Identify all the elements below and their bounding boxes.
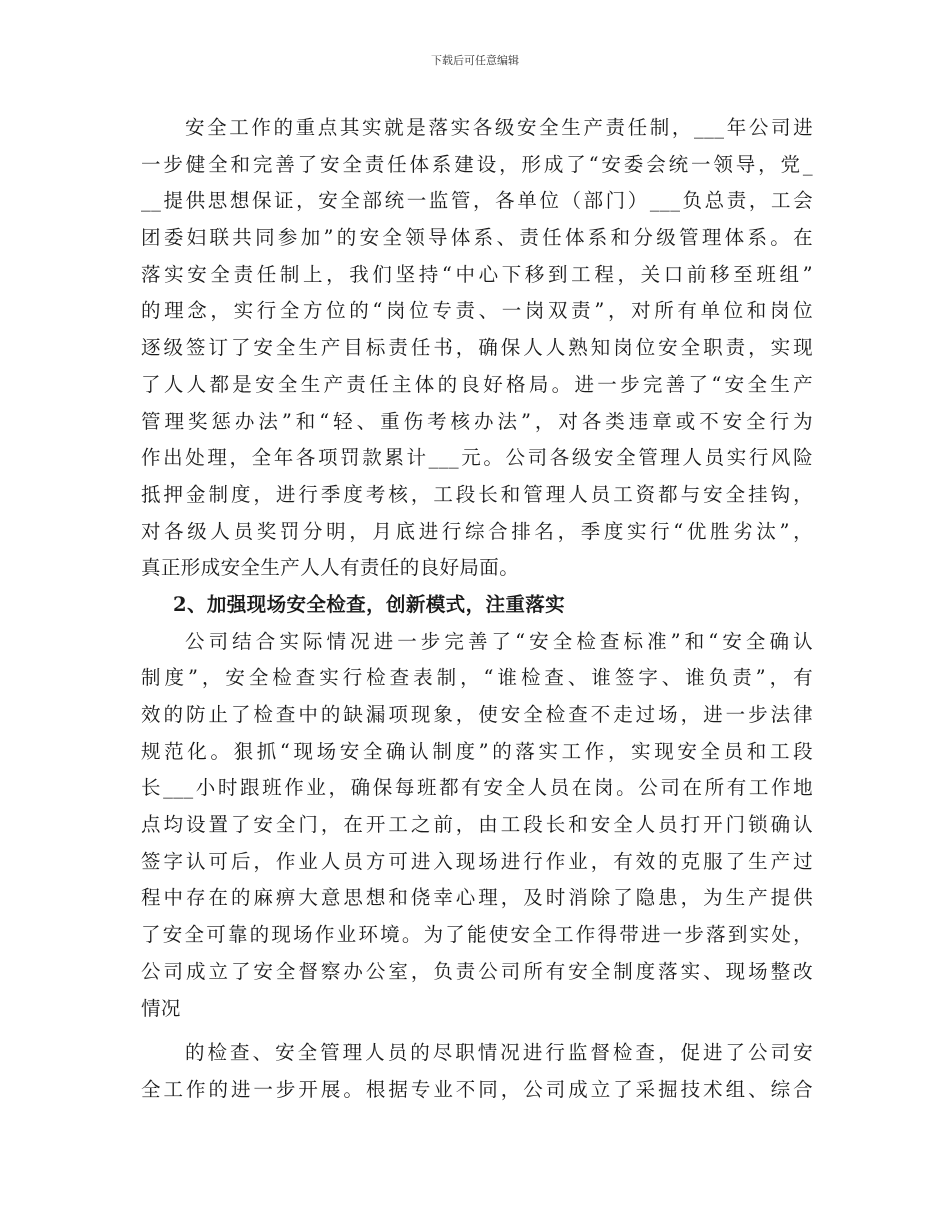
text-line: 一步健全和完善了安全责任体系建设，形成了“安委会统一领导，党_ <box>141 152 813 176</box>
text-line: 情况 <box>141 996 181 1020</box>
text-line: __提供思想保证，安全部统一监管，各单位（部门）___负总责，工会 <box>141 189 813 213</box>
text-line: 了安全可靠的现场作业环境。为了能使安全工作得带进一步落到实处， <box>141 923 813 947</box>
text-line: 签字认可后，作业人员方可进入现场进行作业，有效的克服了生产过 <box>141 849 813 873</box>
text-line: 团委妇联共同参加”的安全领导体系、责任体系和分级管理体系。在 <box>141 226 813 250</box>
text-line: 的检查、安全管理人员的尽职情况进行监督检查，促进了公司安 <box>185 1041 813 1065</box>
text-line: 逐级签订了安全生产目标责任书，确保人人熟知岗位安全职责，实现 <box>141 336 813 360</box>
paragraph-responsibility-system <box>141 110 813 587</box>
text-line: 点均设置了安全门，在开工之前，由工段长和安全人员打开门锁确认 <box>141 813 813 837</box>
paragraph-supervision <box>141 1035 813 1108</box>
paragraph-site-inspection <box>141 624 813 1028</box>
text-line: 程中存在的麻痹大意思想和侥幸心理，及时消除了隐患，为生产提供 <box>141 886 813 910</box>
text-line: 安全工作的重点其实就是落实各级安全生产责任制，___年公司进 <box>185 116 813 139</box>
text-line: 抵押金制度，进行季度考核，工段长和管理人员工资都与安全挂钩， <box>141 482 813 506</box>
paragraph-gap <box>141 1027 813 1035</box>
text-line: 管理奖惩办法”和“轻、重伤考核办法”，对各类违章或不安全行为 <box>141 409 813 433</box>
text-line: 落实安全责任制上，我们坚持“中心下移到工程，关口前移至班组” <box>141 262 813 286</box>
document-body <box>141 110 813 1109</box>
page-header: 下载后可任意编辑 <box>431 54 519 67</box>
text-line: 的理念，实行全方位的“岗位专责、一岗双责”，对所有单位和岗位 <box>141 299 813 323</box>
text-line: 制度”，安全检查实行检查表制，“谁检查、谁签字、谁负责”，有 <box>141 666 813 690</box>
text-line: 长___小时跟班作业，确保每班都有安全人员在岗。公司在所有工作地 <box>141 776 813 800</box>
text-line: 全工作的进一步开展。根据专业不同，公司成立了采掘技术组、综合 <box>141 1077 813 1101</box>
section-heading: 2、加强现场安全检查，创新模式，注重落实 <box>173 592 566 616</box>
text-line: 公司成立了安全督察办公室，负责公司所有安全制度落实、现场整改 <box>141 959 813 983</box>
text-line: 规范化。狠抓“现场安全确认制度”的落实工作，实现安全员和工段 <box>141 739 813 763</box>
text-line: 对各级人员奖罚分明，月底进行综合排名，季度实行“优胜劣汰”， <box>141 519 813 543</box>
text-line: 效的防止了检查中的缺漏项现象，使安全检查不走过场，进一步法律 <box>141 703 813 726</box>
text-line: 作出处理，全年各项罚款累计___元。公司各级安全管理人员实行风险 <box>141 446 813 470</box>
text-line: 了人人都是安全生产责任主体的良好格局。进一步完善了“安全生产 <box>141 372 813 396</box>
text-line: 真正形成安全生产人人有责任的良好局面。 <box>141 556 520 580</box>
text-line: 公司结合实际情况进一步完善了“安全检查标准”和“安全确认 <box>185 629 813 653</box>
